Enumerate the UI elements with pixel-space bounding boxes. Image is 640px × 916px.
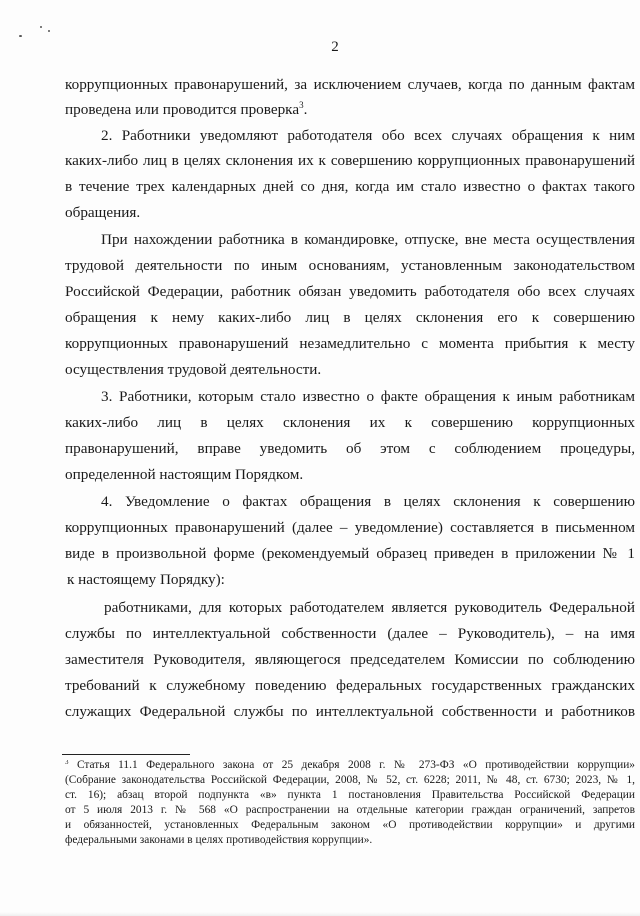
- text-line-content: проведена или проводится проверка: [65, 101, 300, 118]
- footnote-line: от 5 июля 2013 г. № 568 «О распространении на отдельные категории граждан ограничений, запретов: [65, 805, 635, 816]
- footnote-line: (Собрание законодательства Российской Федерации, 2008, № 52, ст. 6228; 2011, № 48, ст. 6730; 2023, № 1,: [65, 775, 635, 786]
- text-line: требований к служебному поведению федеральных государственных гражданских: [65, 678, 635, 694]
- text-line: определенной настоящим Порядком.: [65, 466, 304, 483]
- text-line: обращения.: [65, 204, 141, 221]
- text-line: каких-либо лиц в целях склонения их к совершению коррупционных правонарушений: [65, 153, 635, 169]
- text-line: 3. Работники, которым стало известно о факте обращения к иным работникам: [101, 389, 635, 405]
- text-line: Российской Федерации, работник обязан уведомить работодателя обо всех случаях: [65, 284, 635, 300]
- footnote-reference: 3: [299, 100, 304, 110]
- footnote-marker: 3: [65, 760, 69, 766]
- text-line: трудовой деятельности по иным основаниям, установленным законодательством: [65, 258, 635, 274]
- text-line: службы по интеллектуальной собственности (далее – Руководитель), – на имя: [65, 626, 635, 642]
- text-line: 2. Работники уведомляют работодателя обо всех случаях обращения к ним: [101, 128, 635, 144]
- footnote-line: ст. 16); абзац второй подпункта «в» пункта 1 постановления Правительства Российской Федерации: [65, 790, 635, 801]
- text-line: проведена или проводится проверка$^3$.: [65, 100, 308, 118]
- text-line: коррупционных правонарушений, за исключением случаев, когда по данным фактам: [65, 77, 635, 93]
- scan-artifact: [40, 26, 42, 28]
- text-line: коррупционных правонарушений незамедлительно с момента прибытия к месту: [65, 336, 635, 352]
- text-line: коррупционных правонарушений (далее – уведомление) составляется в письменном: [65, 520, 635, 536]
- text-line: 4. Уведомление о фактах обращения в целях склонения к совершению: [101, 494, 635, 510]
- page-number: 2: [331, 39, 339, 55]
- text-line: в течение трех календарных дней со дня, когда им стало известно о фактах такого: [65, 179, 635, 195]
- footnote-line: федеральными законами в целях противодействия коррупции».: [65, 834, 373, 846]
- text-line: При нахождении работника в командировке, отпуске, вне места осуществления: [101, 232, 635, 248]
- text-line: каких-либо лиц в целях склонения их к совершению коррупционных: [65, 415, 635, 431]
- text-line: правонарушений, вправе уведомить об этом с соблюдением процедуры,: [65, 441, 635, 457]
- footnote-line: [65, 760, 635, 774]
- text-line: заместителя Руководителя, являющегося председателем Комиссии по соблюдению: [65, 652, 635, 668]
- scan-edge-shadow: [0, 912, 640, 916]
- text-line: служащих Федеральной службы по интеллектуальной собственности и работников: [65, 704, 635, 720]
- text-line: осуществления трудовой деятельности.: [65, 361, 322, 378]
- text-line: к настоящему Порядку):: [67, 571, 225, 588]
- scan-artifact: [19, 35, 22, 37]
- footnote-line: и обязанностей, установленных Федеральным законом «О противодействии коррупции» и другими: [65, 820, 635, 831]
- text-line: виде в произвольной форме (рекомендуемый образец приведен в приложении № 1: [65, 546, 635, 562]
- text-line: работниками, для которых работодателем является руководитель Федеральной: [104, 600, 635, 616]
- footnote-separator: [62, 754, 190, 755]
- footnote-line-content: Статья 11.1 Федерального закона от 25 декабря 2008 г. № 273-ФЗ «О противодействии коррупции»: [76, 760, 635, 771]
- text-line: обращения к нему каких-либо лиц в целях склонения его к совершению: [65, 310, 635, 326]
- scan-artifact: [48, 30, 50, 32]
